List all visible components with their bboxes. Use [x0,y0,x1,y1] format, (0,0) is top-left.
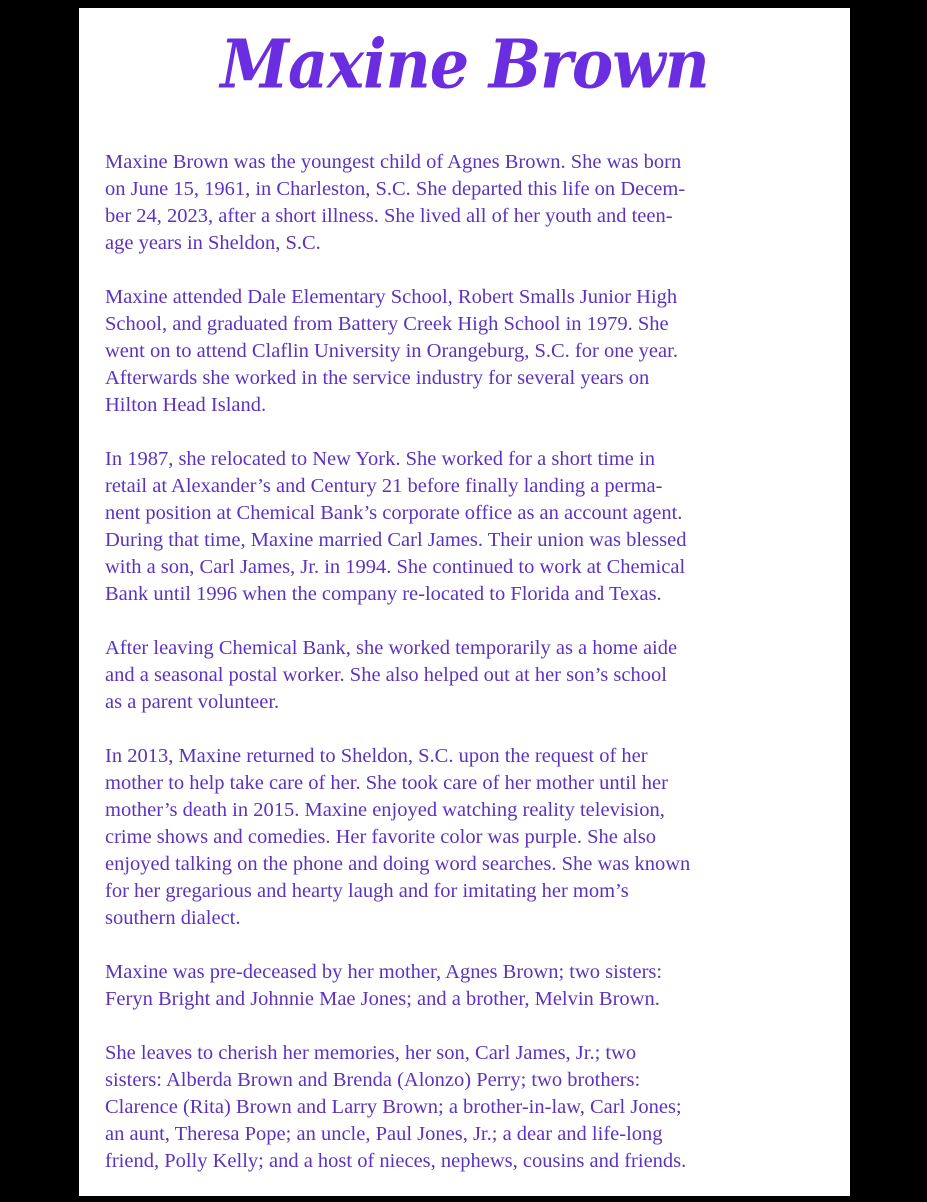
paragraph-survivors [105,1040,829,1175]
page-title: Maxine Brown [220,25,709,104]
text-line: and a seasonal postal worker. She also helped out at her son’s school [105,664,667,686]
text-line: as a parent volunteer. [105,691,280,713]
text-line: After leaving Chemical Bank, she worked temporarily as a home aide [105,637,678,659]
text-line: retail at Alexander’s and Century 21 before finally landing a perma- [105,475,663,497]
text-line: friend, Polly Kelly; and a host of nieces, nephews, cousins and friends. [105,1150,687,1172]
paragraph-new-york [105,446,829,608]
text-line: crime shows and comedies. Her favorite color was purple. She also [105,826,657,848]
text-line: She leaves to cherish her memories, her son, Carl James, Jr.; two [105,1042,637,1064]
text-line: In 1987, she relocated to New York. She worked for a short time in [105,448,655,470]
obituary-body [105,149,829,1202]
text-line: an aunt, Theresa Pope; an uncle, Paul Jones, Jr.; a dear and life-long [105,1123,663,1145]
text-line: southern dialect. [105,907,241,929]
text-line: Hilton Head Island. [105,394,267,416]
text-line: went on to attend Claflin University in Orangeburg, S.C. for one year. [105,340,678,362]
text-line: School, and graduated from Battery Creek High School in 1979. She [105,313,669,335]
obituary-page [79,8,850,1196]
text-line: Bank until 1996 when the company re-located to Florida and Texas. [105,583,662,605]
text-line: age years in Sheldon, S.C. [105,232,321,254]
text-line: enjoyed talking on the phone and doing word searches. She was known [105,853,691,875]
paragraph-predeceased [105,959,829,1013]
text-line: During that time, Maxine married Carl James. Their union was blessed [105,529,687,551]
text-line: sisters: Alberda Brown and Brenda (Alonzo) Perry; two brothers: [105,1069,641,1091]
paragraph-biography [105,149,829,257]
text-line: Maxine was pre-deceased by her mother, Agnes Brown; two sisters: [105,961,663,983]
text-line: on June 15, 1961, in Charleston, S.C. She departed this life on Decem- [105,178,686,200]
text-line: Afterwards she worked in the service industry for several years on [105,367,650,389]
text-line: for her gregarious and hearty laugh and for imitating her mom’s [105,880,629,902]
paragraph-return-sheldon [105,743,829,932]
text-line: Feryn Bright and Johnnie Mae Jones; and a brother, Melvin Brown. [105,988,660,1010]
text-line: Clarence (Rita) Brown and Larry Brown; a brother-in-law, Carl Jones; [105,1096,682,1118]
text-line: with a son, Carl James, Jr. in 1994. She continued to work at Chemical [105,556,686,578]
text-line: ber 24, 2023, after a short illness. She lived all of her youth and teen- [105,205,673,227]
text-line: In 2013, Maxine returned to Sheldon, S.C. upon the request of her [105,745,648,767]
paragraph-later-work [105,635,829,716]
text-line: Maxine attended Dale Elementary School, Robert Smalls Junior High [105,286,678,308]
text-line: Maxine Brown was the youngest child of Agnes Brown. She was born [105,151,682,173]
text-line: mother to help take care of her. She took care of her mother until her [105,772,668,794]
text-line: mother’s death in 2015. Maxine enjoyed watching reality television, [105,799,665,821]
paragraph-education [105,284,829,419]
text-line: nent position at Chemical Bank’s corporate office as an account agent. [105,502,683,524]
